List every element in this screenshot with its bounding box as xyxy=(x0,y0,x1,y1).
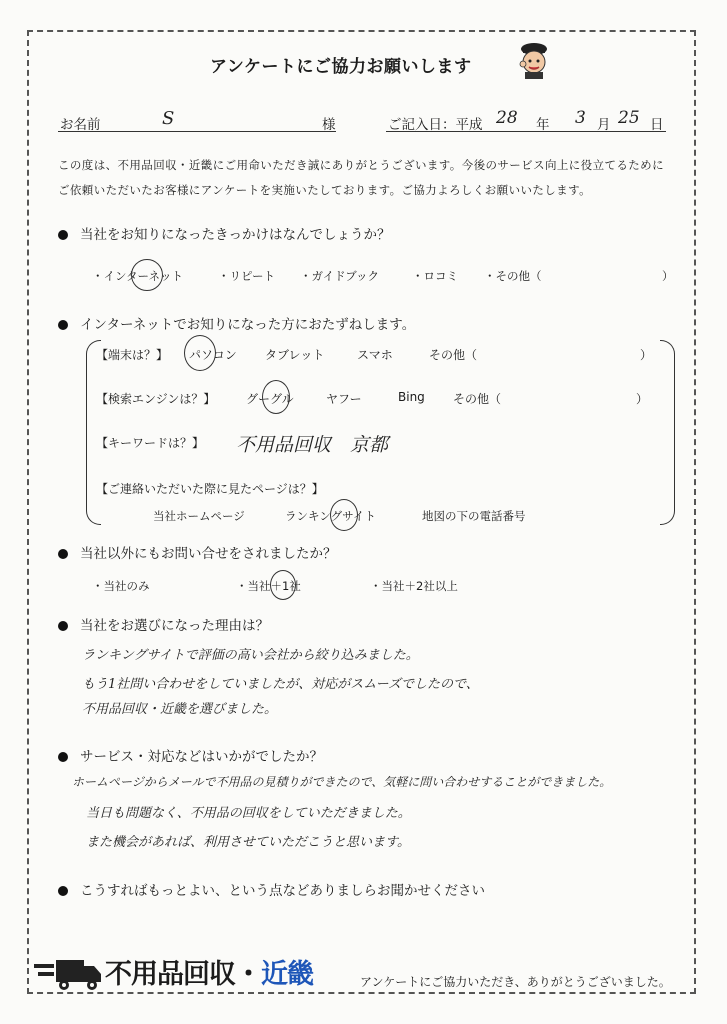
page-label: 【ご連絡いただいた際に見たページは？】 xyxy=(96,482,324,496)
q1-option-repeat[interactable]: ・リピート xyxy=(218,269,276,283)
intro-line-2: ご依頼いただいたお客様にアンケートを実施いたしております。ご協力よろしくお願いいたします。 xyxy=(58,183,591,197)
device-option-tablet[interactable]: タブレット xyxy=(265,348,325,362)
q4-answer-line-1: ランキングサイトで評価の高い会社から絞り込みました。 xyxy=(82,648,419,663)
survey-title: アンケートにご協力お願いします xyxy=(210,57,472,77)
date-year: 28 xyxy=(496,108,518,128)
page-option-map[interactable]: 地図の下の電話番号 xyxy=(422,509,526,523)
question-1-text: 当社をお知りになったきっかけはなんでしょうか？ xyxy=(80,227,391,243)
date-label: ご記入日：平成 xyxy=(388,117,483,133)
q5-answer-line-3: また機会があれば、利用させていただこうと思います。 xyxy=(86,835,410,850)
engine-option-other-close: ） xyxy=(636,392,649,406)
bullet-icon xyxy=(58,621,68,631)
keyword-answer: 不用品回収 京都 xyxy=(236,434,389,456)
question-2 xyxy=(58,313,415,333)
q1-option-other[interactable]: ・その他（ xyxy=(484,269,542,283)
engine-option-other[interactable]: その他（ xyxy=(453,392,502,406)
keyword-label: 【キーワードは？】 xyxy=(96,436,205,450)
page-option-ranking[interactable]: ランキングサイト xyxy=(285,509,376,523)
question-1 xyxy=(58,223,391,243)
bullet-icon xyxy=(58,230,68,240)
device-option-other[interactable]: その他（ xyxy=(429,348,478,362)
answer-circle xyxy=(330,499,358,531)
q3-option-only[interactable]: ・当社のみ xyxy=(92,579,150,593)
page-option-homepage[interactable]: 当社ホームページ xyxy=(153,509,245,523)
answer-circle xyxy=(262,380,290,414)
name-value: S xyxy=(162,108,175,129)
q1-option-guidebook[interactable]: ・ガイドブック xyxy=(300,269,380,283)
bullet-icon xyxy=(58,752,68,762)
month-unit: 月 xyxy=(597,117,611,133)
question-6 xyxy=(58,879,485,899)
honorific: 様 xyxy=(322,117,336,133)
name-label: お名前 xyxy=(60,117,101,133)
q4-answer-line-2: もう1社問い合わせをしていましたが、対応がスムーズでしたので、 xyxy=(82,677,479,692)
right-brace xyxy=(660,340,675,525)
day-unit: 日 xyxy=(650,117,664,133)
question-6-text: こうすればもっとよい、という点などありましらお聞かせください xyxy=(80,883,485,899)
bullet-icon xyxy=(58,886,68,896)
truck-logo-icon xyxy=(34,956,102,992)
bullet-icon xyxy=(58,549,68,559)
device-option-smartphone[interactable]: スマホ xyxy=(357,348,393,362)
q1-option-wordofmouth[interactable]: ・ロコミ xyxy=(412,269,458,283)
question-2-text: インターネットでお知りになった方におたずねします。 xyxy=(80,317,416,333)
question-4-text: 当社をお選びになった理由は？ xyxy=(80,618,269,634)
device-option-pc[interactable]: パソコン xyxy=(189,348,237,362)
left-brace xyxy=(86,340,101,525)
device-label: 【端末は？】 xyxy=(96,348,169,362)
question-3-text: 当社以外にもお問い合せをされましたか？ xyxy=(80,546,337,562)
question-5-text: サービス・対応などはいかがでしたか？ xyxy=(80,749,323,765)
question-5 xyxy=(58,745,323,765)
question-3 xyxy=(58,542,337,562)
year-unit: 年 xyxy=(536,117,550,133)
name-underline xyxy=(58,131,336,132)
engine-option-yahoo[interactable]: ヤフー xyxy=(326,392,362,406)
date-day: 25 xyxy=(618,108,640,128)
answer-circle xyxy=(184,335,216,371)
answer-circle xyxy=(270,570,296,600)
q5-answer-line-1: ホームページからメールで不用品の見積りができたので、気軽に問い合わせすることができました。 xyxy=(72,775,612,789)
q3-option-plus-two[interactable]: ・当社＋2社以上 xyxy=(370,579,458,593)
intro-line-1: この度は、不用品回収・近畿にご用命いただき誠にありがとうございます。今後のサービス向上に役立てるために xyxy=(58,158,664,172)
answer-circle xyxy=(131,259,163,291)
mascot-icon xyxy=(514,40,554,80)
date-underline xyxy=(386,131,666,132)
question-4 xyxy=(58,614,269,634)
thank-you-message: アンケートにご協力いただき、ありがとうございました。 xyxy=(360,975,671,989)
q5-answer-line-2: 当日も問題なく、不用品の回収をしていただきました。 xyxy=(86,806,411,821)
engine-option-google[interactable]: グーグル xyxy=(246,392,294,406)
q1-option-internet[interactable]: ・インターネット xyxy=(92,269,183,283)
company-logo xyxy=(105,952,313,991)
q3-option-plus-one[interactable]: ・当社＋1社 xyxy=(236,579,301,593)
bullet-icon xyxy=(58,320,68,330)
device-option-other-close: ） xyxy=(640,348,653,362)
q1-option-other-close: ） xyxy=(662,269,674,283)
logo-main-text: 不用品回収・ xyxy=(105,959,261,990)
engine-option-bing[interactable]: Bing xyxy=(398,390,425,404)
engine-label: 【検索エンジンは？】 xyxy=(96,392,216,406)
date-month: 3 xyxy=(575,108,586,128)
logo-accent-text: 近畿 xyxy=(261,959,313,990)
q4-answer-line-3: 不用品回収・近畿を選びました。 xyxy=(82,702,278,717)
